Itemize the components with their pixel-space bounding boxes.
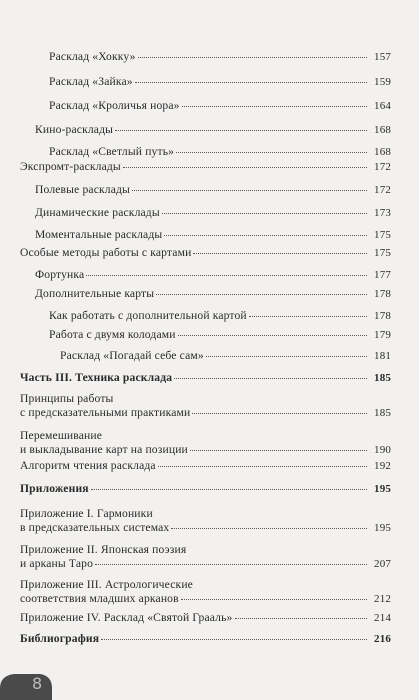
toc-entry-title: Полевые расклады: [35, 183, 130, 196]
toc-entry-title: Расклад «Хокку»: [49, 50, 136, 63]
toc-entry-title: Приложение I. Гармоники: [20, 507, 153, 520]
dot-leader: [192, 413, 367, 414]
toc-entry: [0, 429, 391, 457]
dot-leader: [101, 639, 367, 640]
dot-leader: [235, 618, 368, 619]
toc-entry-title: в предсказательных системах: [20, 521, 170, 534]
toc-entry: [0, 183, 391, 197]
toc-entry-line: [49, 50, 391, 64]
toc-entry: [0, 228, 391, 242]
toc-entry: [0, 206, 391, 220]
toc-entry: [0, 482, 391, 496]
toc-entry-line: [20, 429, 391, 443]
toc-entry-title: Библиография: [20, 632, 100, 645]
toc-entry: [0, 123, 391, 137]
toc-entry-line: [20, 543, 391, 557]
toc-entry-title: Работа с двумя колодами: [49, 328, 176, 341]
toc-entry: [0, 268, 391, 282]
toc-entry-page: 164: [374, 100, 391, 112]
dot-leader: [171, 528, 367, 529]
toc-entry-page: 207: [374, 558, 391, 570]
toc-entry-line: [35, 268, 391, 282]
toc-entry-line: [20, 406, 391, 420]
toc-entry-title: Расклад «Светлый путь»: [49, 145, 175, 158]
dot-leader: [206, 356, 367, 357]
toc-entry: [0, 309, 391, 323]
toc-entry-line: [49, 328, 391, 342]
toc-entry: [0, 246, 391, 260]
toc-entry-page: 195: [374, 483, 391, 495]
dot-leader: [249, 316, 367, 317]
toc-entry-title: с предсказательными практиками: [20, 406, 191, 419]
toc-entry-title: Расклад «Кроличья нора»: [49, 99, 180, 112]
dot-leader: [164, 235, 367, 236]
toc-entry-title: Приложение IV. Расклад «Святой Грааль»: [20, 611, 233, 624]
toc-entry-line: [35, 206, 391, 220]
toc-entry-page: 185: [374, 372, 391, 384]
toc-entry-line: [20, 611, 391, 625]
toc-entry-title: Моментальные расклады: [35, 228, 163, 241]
toc-entry: [0, 543, 391, 571]
dot-leader: [91, 489, 367, 490]
toc-entry-line: [60, 349, 391, 363]
toc-entry: [0, 99, 391, 113]
toc-entry-title: Расклад «Зайка»: [49, 75, 133, 88]
toc-entry-line: [35, 183, 391, 197]
toc-entry-title: и выкладывание карт на позиции: [20, 443, 188, 456]
toc-entry: [0, 578, 391, 606]
toc-entry-title: Приложения: [20, 482, 89, 495]
toc-entry-line: [20, 443, 391, 457]
toc-entry-title: Расклад «Погадай себе сам»: [60, 349, 204, 362]
toc-entry-line: [20, 592, 391, 606]
toc-entry-title: Кино-расклады: [35, 123, 114, 136]
dot-leader: [181, 599, 367, 600]
toc-entry-page: 168: [374, 146, 391, 158]
toc-entry: [0, 349, 391, 363]
toc-entry-page: 157: [374, 51, 391, 63]
toc-entry-page: 175: [374, 247, 391, 259]
toc-entry-line: [20, 482, 391, 496]
dot-leader: [158, 466, 367, 467]
toc-entry-title: Часть III. Техника расклада: [20, 371, 173, 384]
dot-leader: [95, 564, 367, 565]
toc-entry-title: Динамические расклады: [35, 206, 160, 219]
dot-leader: [86, 275, 367, 276]
dot-leader: [174, 378, 367, 379]
toc-entry-line: [35, 228, 391, 242]
toc-entry-line: [20, 246, 391, 260]
dot-leader: [176, 152, 367, 153]
dot-leader: [190, 450, 367, 451]
toc-entry-line: [49, 99, 391, 113]
dot-leader: [138, 57, 367, 58]
toc-entry: [0, 507, 391, 535]
toc-entry-title: Дополнительные карты: [35, 287, 155, 300]
toc-entry-page: 190: [374, 444, 391, 456]
toc-entry-page: 175: [374, 229, 391, 241]
toc-entry-line: [49, 145, 391, 159]
toc-entry: [0, 392, 391, 420]
toc-entry-line: [49, 75, 391, 89]
toc-entry-line: [20, 371, 391, 385]
toc-entry-page: 172: [374, 184, 391, 196]
dot-leader: [178, 335, 367, 336]
toc-entry-title: Особые методы работы с картами: [20, 246, 192, 259]
toc-entry-line: [20, 160, 391, 174]
toc-entry-line: [20, 507, 391, 521]
dot-leader: [115, 130, 367, 131]
page-corner-shape: [0, 672, 52, 700]
toc-entry-line: [35, 123, 391, 137]
dot-leader: [135, 82, 367, 83]
toc-entry-page: 185: [374, 407, 391, 419]
toc-entry-page: 216: [374, 633, 391, 645]
dot-leader: [193, 253, 367, 254]
toc-entry-title: Как работать с дополнительной картой: [49, 309, 247, 322]
toc-entry-page: 159: [374, 76, 391, 88]
toc-entry-line: [20, 632, 391, 646]
dot-leader: [182, 106, 367, 107]
toc-entry-title: Перемешивание: [20, 429, 103, 442]
toc-entry: [0, 50, 391, 64]
toc-entry-page: 172: [374, 161, 391, 173]
toc-entry-line: [20, 578, 391, 592]
page-number: 8: [32, 674, 43, 693]
toc-entry-page: 173: [374, 207, 391, 219]
toc-entry-page: 178: [374, 310, 391, 322]
toc-entry: [0, 459, 391, 473]
toc-entry: [0, 371, 391, 385]
toc-entry: [0, 328, 391, 342]
toc-entry-line: [35, 287, 391, 301]
toc-entry-title: соответствия младших арканов: [20, 592, 179, 605]
toc-entry-line: [20, 557, 391, 571]
toc-entry-page: 178: [374, 288, 391, 300]
dot-leader: [162, 213, 367, 214]
toc-entry-title: Приложение II. Японская поэзия: [20, 543, 187, 556]
toc-entry-line: [20, 392, 391, 406]
toc-entry-page: 212: [374, 593, 391, 605]
toc-entry-page: 168: [374, 124, 391, 136]
toc-entry-title: Приложение III. Астрологические: [20, 578, 193, 591]
toc-entry-line: [20, 521, 391, 535]
toc-entry-page: 195: [374, 522, 391, 534]
toc-entry-title: Экспромт-расклады: [20, 160, 121, 173]
toc-entry-title: и арканы Таро: [20, 557, 94, 570]
page-number-badge: [0, 672, 52, 700]
toc-entry: [0, 75, 391, 89]
dot-leader: [123, 167, 367, 168]
toc-entry-line: [20, 459, 391, 473]
toc-entry-title: Фортунка: [35, 268, 85, 281]
toc-entry: [0, 611, 391, 625]
toc-entry-page: 179: [374, 329, 391, 341]
toc-entry-line: [49, 309, 391, 323]
toc-entry-title: Алгоритм чтения расклада: [20, 459, 156, 472]
toc-entry-page: 181: [374, 350, 391, 362]
dot-leader: [156, 294, 367, 295]
dot-leader: [132, 190, 367, 191]
toc-entry: [0, 632, 391, 646]
toc-entry-page: 177: [374, 269, 391, 281]
toc-entry-page: 192: [374, 460, 391, 472]
toc-entry: [0, 287, 391, 301]
toc-entry-title: Принципы работы: [20, 392, 114, 405]
toc-entry: [0, 145, 391, 159]
toc-entry: [0, 160, 391, 174]
toc-entry-page: 214: [374, 612, 391, 624]
